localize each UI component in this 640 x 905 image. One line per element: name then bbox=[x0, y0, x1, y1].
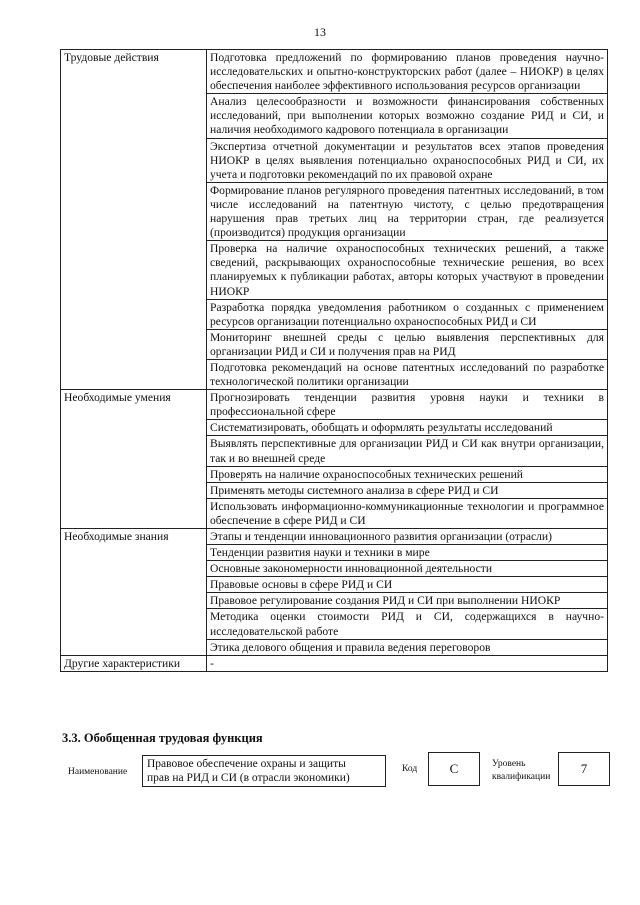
function-name-line-2: прав на РИД и СИ (в отрасли экономики) bbox=[147, 772, 350, 784]
row-item: Применять методы системного анализа в сфере РИД и СИ bbox=[207, 482, 608, 498]
row-item: Использовать информационно-коммуникационные технологии и программное обеспечение в сфере РИД и СИ bbox=[207, 498, 608, 528]
code-label: Код bbox=[402, 764, 418, 774]
function-name-line-1: Правовое обеспечение охраны и защиты bbox=[147, 758, 346, 770]
row-item: Подготовка рекомендаций на основе патентных исследований по разработке технологической политики организации bbox=[207, 359, 608, 389]
row-item: Проверять на наличие охраноспособных технических решений bbox=[207, 466, 608, 482]
row-item: Правовые основы в сфере РИД и СИ bbox=[207, 577, 608, 593]
page-number: 13 bbox=[314, 25, 326, 39]
section-heading: 3.3. Обобщенная трудовая функция bbox=[62, 731, 263, 745]
row-item: Методика оценки стоимости РИД и СИ, содержащихся в научно-исследовательской работе bbox=[207, 609, 608, 639]
row-label: Трудовые действия bbox=[61, 50, 207, 390]
table-row bbox=[61, 529, 608, 545]
table-row bbox=[61, 50, 608, 94]
table-row bbox=[61, 655, 608, 671]
level-label-line-2: квалификации bbox=[492, 772, 551, 782]
row-item: Систематизировать, обобщать и оформлять результаты исследований bbox=[207, 420, 608, 436]
level-label bbox=[492, 758, 558, 784]
level-value-field: 7 bbox=[558, 752, 610, 786]
row-item: Анализ целесообразности и возможности финансирования собственных исследований, при выполнении которых возможно создание РИД и СИ, и наличия необходимого кадрового потенциала в организации bbox=[207, 94, 608, 138]
row-item: Подготовка предложений по формированию планов проведения научно-исследовательских и опытно-конструкторских работ (далее – НИОКР) в целях обеспечения наиболее эффективного использования ресурсов организации bbox=[207, 50, 608, 94]
row-item: Разработка порядка уведомления работником о созданных с применением ресурсов организации потенциально охраноспособных РИД и СИ bbox=[207, 299, 608, 329]
code-value-field: C bbox=[428, 752, 480, 786]
row-item: Выявлять перспективные для организации РИД и СИ как внутри организации, так и во внешней среде bbox=[207, 436, 608, 466]
function-name-field bbox=[142, 755, 386, 787]
row-item: Мониторинг внешней среды с целью выявления перспективных для организации РИД и СИ и получения прав на РИД bbox=[207, 329, 608, 359]
row-item: Правовое регулирование создания РИД и СИ при выполнении НИОКР bbox=[207, 593, 608, 609]
row-item: Прогнозировать тенденции развития уровня науки и техники в профессиональной сфере bbox=[207, 390, 608, 420]
name-label: Наименование bbox=[68, 767, 128, 777]
row-item: Экспертиза отчетной документации и результатов всех этапов проведения НИОКР в целях выявления потенциально охраноспособных РИД и СИ, их учета и подготовки рекомендаций по их правовой охране bbox=[207, 138, 608, 182]
row-item: Проверка на наличие охраноспособных технических решений, а также сведений, раскрывающих охраноспособные технические решения, во всех планируемых к публикации работах, авторы которых участвуют в проведении НИОКР bbox=[207, 241, 608, 299]
row-item: Формирование планов регулярного проведения патентных исследований, в том числе исследований на патентную чистоту, с целью предотвращения нарушения прав третьих лиц на территории стран, где реализуется (производится) продукция организации bbox=[207, 182, 608, 240]
level-label-line-1: Уровень bbox=[492, 759, 526, 769]
row-label: Другие характеристики bbox=[61, 655, 207, 671]
table-row bbox=[61, 390, 608, 420]
row-item: Основные закономерности инновационной деятельности bbox=[207, 561, 608, 577]
function-table bbox=[60, 49, 608, 672]
row-label: Необходимые знания bbox=[61, 529, 207, 656]
row-label: Необходимые умения bbox=[61, 390, 207, 529]
row-item: - bbox=[207, 655, 608, 671]
row-item: Тенденции развития науки и техники в мире bbox=[207, 545, 608, 561]
row-item: Этапы и тенденции инновационного развития организации (отрасли) bbox=[207, 529, 608, 545]
row-item: Этика делового общения и правила ведения переговоров bbox=[207, 639, 608, 655]
